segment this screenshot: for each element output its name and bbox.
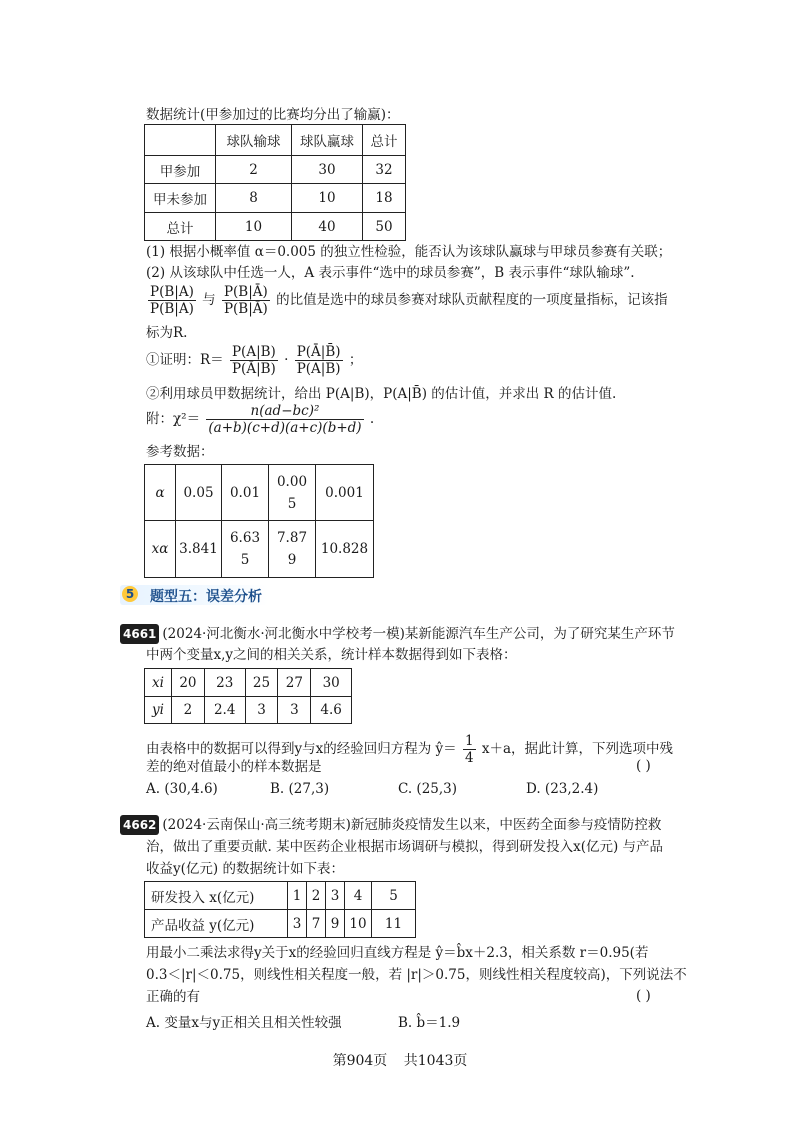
table-cell: 3 [326,882,345,910]
ratio-tail: 的比值是选中的球员参赛对球队贡献程度的一项度量指标，记该指 [276,292,668,308]
table1-header-blank [145,125,216,156]
x-alpha-header: xα [145,521,176,578]
fraction [295,344,343,377]
proof-prefix: ①证明：R＝ [146,352,224,368]
table1-cell: 10 [216,213,292,241]
table-cell: 30 [311,669,352,697]
table-row [145,184,406,213]
problem-4662-line5: 0.3＜|r|＜0.75，则线性相关程度一般，若 |r|＞0.75，则线性相关程度较高)，下列说法不 [146,967,687,983]
table-cell: 5 [372,882,416,910]
table-cell: 3 [288,910,307,938]
equation-prefix: 由表格中的数据可以得到y与x的经验回归方程为 ŷ＝ [146,741,457,757]
section-title: 题型五：误差分析 [150,589,262,605]
table-row [145,882,416,910]
table2-cell: 0.001 [316,465,374,521]
table2-cell: 7.87 9 [269,521,316,578]
fraction-denominator: P(A|B̄) [296,361,341,377]
fraction-denominator: P(Ā|B) [231,361,276,377]
section-number: 5 [122,586,138,602]
table-cell: 产品收益 y(亿元) [145,910,288,938]
table-cell: 4.6 [311,697,352,724]
table2-cell: 6.63 5 [222,521,269,578]
investment-revenue-table [144,881,416,938]
table-row [145,213,406,241]
fraction [463,733,476,766]
table-row [145,521,374,578]
fraction-numerator: P(A|B) [231,344,276,360]
multiply-dot: · [284,352,289,368]
problem-4662-line6: 正确的有 [146,989,200,1005]
fraction [206,403,363,436]
problem-4662-line2: 治，做出了重要贡献. 某中医药企业根据市场调研与模拟，得到研发投入x(亿元) 与产品 [146,839,664,855]
table-row [145,669,352,697]
fraction-numerator: P(B|A) [150,284,194,300]
fraction-numerator: 1 [464,733,474,749]
table2-cell: 0.00 5 [269,465,316,521]
question-2: (2) 从该球队中任选一人，A 表示事件“选中的球员参赛”，B 表示事件“球队输球”. [146,265,635,281]
fraction [230,344,278,377]
connector-text: 与 [202,292,216,308]
reference-label: 参考数据： [146,444,214,460]
table-cell: 11 [372,910,416,938]
table-cell: 研发投入 x(亿元) [145,882,288,910]
page-total: 共1043页 [403,1053,468,1069]
formula-end: . [369,411,375,427]
table1-cell: 甲未参加 [145,184,216,213]
table-cell: 23 [204,669,245,697]
table-cell: 3 [245,697,278,724]
table-cell: 20 [172,669,205,697]
formula-line [146,403,374,436]
fraction-denominator: P(B̄|A) [150,301,194,317]
problem-4661-line1 [120,624,675,644]
page-number: 第904页 [332,1053,388,1069]
table1-header-total: 总计 [363,125,406,156]
ratio-line [146,284,668,317]
table-cell: 2 [172,697,205,724]
table2-cell: 3.841 [176,521,222,578]
formula-prefix: 附：χ²＝ [146,411,201,427]
problem-text: (2024·云南保山·高三统考期末)新冠肺炎疫情发生以来，中医药全面参与疫情防控救 [162,817,662,833]
answer-paren: ( ) [636,758,651,774]
table1-header-lose: 球队输球 [216,125,292,156]
intro-line: 数据统计(甲参加过的比赛均分出了输赢)： [146,107,400,123]
table1-cell: 甲参加 [145,156,216,184]
table-cell: xi [145,669,172,697]
table1-cell: 2 [216,156,292,184]
table2-cell: 10.828 [316,521,374,578]
table-cell: 27 [278,669,311,697]
table-row [145,465,374,521]
problem-text: (2024·河北衡水·河北衡水中学校考一模)某新能源汽车生产公司，为了研究某生产环节 [162,626,675,642]
table-cell: 2 [307,882,326,910]
option-c[interactable]: C. (25,3) [398,781,458,797]
question-1: (1) 根据小概率值 α＝0.005 的独立性检验，能否认为该球队赢球与甲球员参赛有关联； [146,244,672,260]
problem-number-badge: 4661 [120,624,159,644]
ratio-tail-2: 标为R. [146,325,188,341]
table-cell: 25 [245,669,278,697]
problem-4661-line2: 中两个变量x,y之间的相关关系，统计样本数据得到如下表格： [146,647,517,663]
table-row [145,697,352,724]
table-cell: 2.4 [204,697,245,724]
answer-paren: ( ) [636,988,651,1004]
proof-end: ； [348,352,363,368]
fraction [222,284,270,317]
option-b[interactable]: B. b̂＝1.9 [398,1015,461,1031]
equation-suffix: x＋a，据此计算，下列选项中残 [481,741,674,757]
option-a[interactable]: A. (30,4.6) [146,781,218,797]
table1-cell: 30 [292,156,363,184]
xy-sample-table [144,668,352,724]
table-cell: yi [145,697,172,724]
fraction-numerator: P(Ā|B̄) [296,344,341,360]
option-b[interactable]: B. (27,3) [270,781,330,797]
problem-4662-line4: 用最小二乘法求得y关于x的经验回归直线方程是 ŷ＝b̂x＋2.3，相关系数 r＝0.95(若 [146,945,649,961]
option-a[interactable]: A. 变量x与y正相关且相关性较强 [146,1015,342,1031]
chi-square-table [144,464,374,578]
table-row [145,910,416,938]
alpha-header: α [145,465,176,521]
table1-cell: 10 [292,184,363,213]
problem-4662-line3: 收益y(亿元) 的数据统计如下表： [146,861,344,877]
table1-cell: 50 [363,213,406,241]
table-cell: 4 [345,882,372,910]
table-cell: 3 [278,697,311,724]
fraction-denominator: (a+b)(c+d)(a+c)(b+d) [208,420,362,436]
problem-4661-line4: 差的绝对值最小的样本数据是 [146,759,322,775]
table-row [145,156,406,184]
problem-number-badge: 4662 [120,815,159,835]
problem-4662-line1 [120,815,661,835]
estimate-line: ②利用球员甲数据统计，给出 P(A|B)，P(A|B̄) 的估计值，并求出 R 的估计值. [146,386,617,402]
table-cell: 7 [307,910,326,938]
table1-header-win: 球队赢球 [292,125,363,156]
table1-cell: 总计 [145,213,216,241]
table1-cell: 32 [363,156,406,184]
table1-cell: 18 [363,184,406,213]
fraction [148,284,196,317]
table2-cell: 0.01 [222,465,269,521]
table2-cell: 0.05 [176,465,222,521]
fraction-denominator: 4 [464,750,474,766]
table1-cell: 8 [216,184,292,213]
section-header [120,585,268,605]
table-cell: 10 [345,910,372,938]
table1-cell: 40 [292,213,363,241]
table-cell: 1 [288,882,307,910]
option-d[interactable]: D. (23,2.4) [526,781,599,797]
fraction-denominator: P(B̄|Ā) [223,301,268,317]
stats-table-1 [144,124,406,241]
table-cell: 9 [326,910,345,938]
fraction-numerator: n(ad−bc)² [206,403,363,420]
fraction-numerator: P(B|Ā) [223,284,268,300]
page-footer [0,1050,800,1070]
proof-line [146,344,362,377]
